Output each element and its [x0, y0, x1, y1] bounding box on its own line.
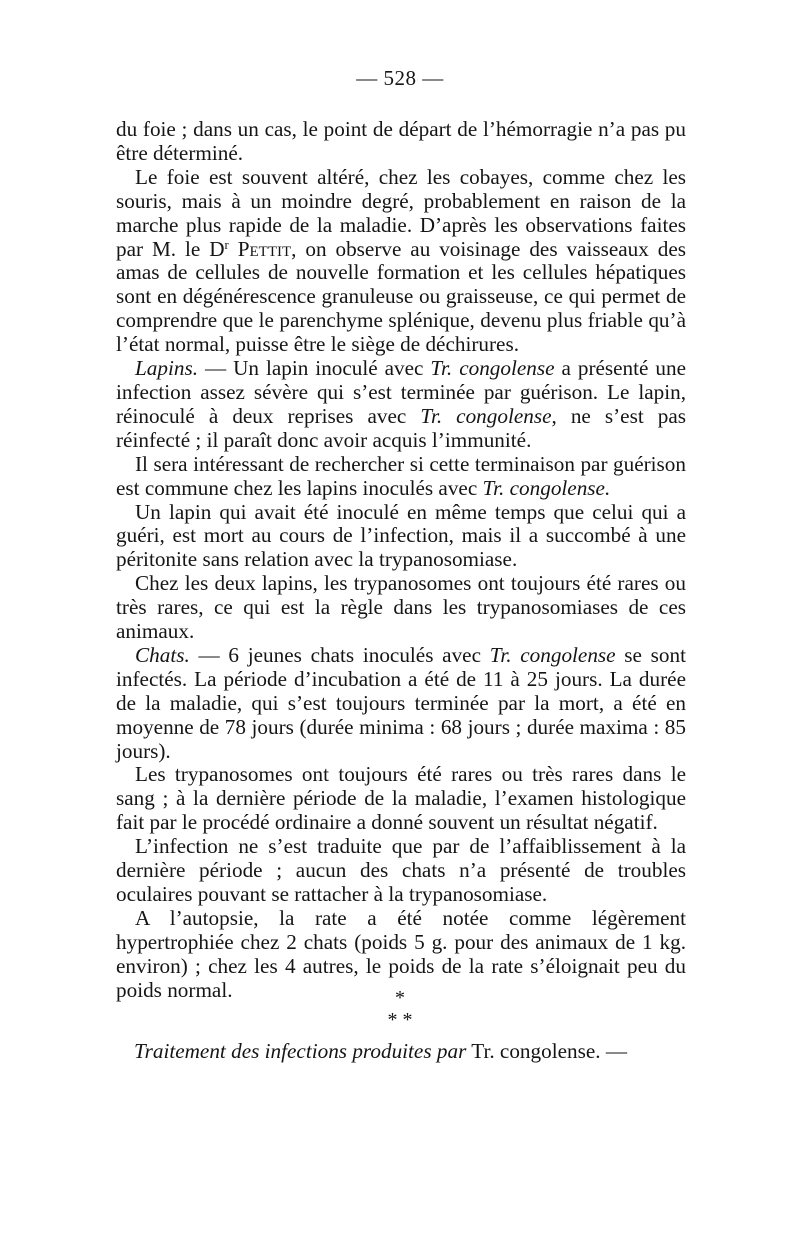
text-run [229, 237, 238, 261]
body-text [116, 118, 686, 1003]
paragraph [116, 118, 686, 166]
paragraph [116, 763, 686, 835]
paragraph [116, 453, 686, 501]
paragraph [116, 644, 686, 764]
asterisk-top: * [395, 987, 405, 1009]
text-run: Chez les deux lapins, les trypanosomes ont toujours été rares ou très rares, ce qui est la règle dans les trypanosomiases de ces animaux. [116, 571, 686, 644]
text-run: Les trypanosomes ont toujours été rares ou très rares dans le sang ; à la dernière période de la maladie, l’examen histologique fait par le procédé ordinaire a donné souvent un résultat négatif. [116, 762, 686, 835]
small-caps-name: Pettit [237, 236, 292, 261]
italic-text: Tr. congolense [420, 403, 552, 428]
italic-text: Chats. [135, 642, 190, 667]
text-run: , ne s’est pas réinfecté ; il paraît donc avoir acquis l’immunité. [116, 403, 687, 452]
italic-text: Traitement des infections produites par [134, 1039, 467, 1063]
page-number: — 528 — [356, 66, 444, 90]
text-run: du foie ; dans un cas, le point de départ de l’hémorragie n’a pas pu être déterminé. [116, 117, 686, 165]
paragraph [116, 357, 686, 453]
text-run: , on observe au voisinage des vaisseaux des amas de cellules de nouvelle formation et les cellules hépatiques sont en dégénérescence granuleuse ou graisseuse, ce qui permet de comprendre que le parenchyme splénique, devenu plus friable qu’à l’état normal, puisse être le siège de déchirures. [116, 236, 687, 357]
paragraph [116, 166, 686, 357]
paragraph [116, 572, 686, 644]
text-run: Tr. congolense. — [466, 1039, 628, 1063]
italic-text: Tr. congolense [430, 356, 555, 381]
text-run: se sont infectés. La période d’incubation a été de 11 à 25 jours. La durée de la maladie, qui s’est toujours terminée par la mort, a été en moyenne de 78 jours (durée minima : 68 jours ; durée maxima : 85 jours). [116, 642, 687, 763]
text-run: Un lapin qui avait été inoculé en même temps que celui qui a guéri, est mort au cours de l’infection, mais il a succombé à une péritonite sans relation avec la trypanosomiase. [116, 499, 686, 572]
paragraph [116, 835, 686, 907]
text-run: Le foie est souvent altéré, chez les cobayes, comme chez les souris, mais à un moindre degré, probablement en raison de la marche plus rapide de la maladie. D’après les observations faites par M. le D [116, 164, 686, 261]
asterisk-bottom: * * [387, 1009, 413, 1031]
section-separator-asterisks [0, 987, 800, 1031]
superscript: r [224, 237, 229, 252]
italic-text: Tr. congolense [489, 642, 616, 667]
section-heading [134, 1038, 694, 1064]
text-run: — Un lapin inoculé avec [198, 356, 431, 381]
italic-text: Tr. congolense. [482, 475, 611, 500]
italic-text: Lapins. [135, 356, 198, 381]
text-run: L’infection ne s’est traduite que par de l’affaiblissement à la dernière période ; aucun des chats n’a présenté de troubles oculaires pouvant se rattacher à la trypanosomiase. [116, 834, 686, 906]
text-run: a présenté une infection assez sévère qui s’est terminée par guérison. Le lapin, réinoculé à deux reprises avec [116, 356, 686, 428]
paragraph [116, 501, 686, 573]
text-run: — 6 jeunes chats inoculés avec [189, 642, 490, 667]
text-run: A l’autopsie, la rate a été notée comme légèrement hypertrophiée chez 2 chats (poids 5 g. pour des animaux de 1 kg. environ) ; chez les 4 autres, le poids de la rate s’éloignait peu du poids normal. [116, 905, 686, 1002]
text-run: Il sera intéressant de rechercher si cette terminaison par guérison est commune chez les lapins inoculés avec [116, 451, 686, 500]
